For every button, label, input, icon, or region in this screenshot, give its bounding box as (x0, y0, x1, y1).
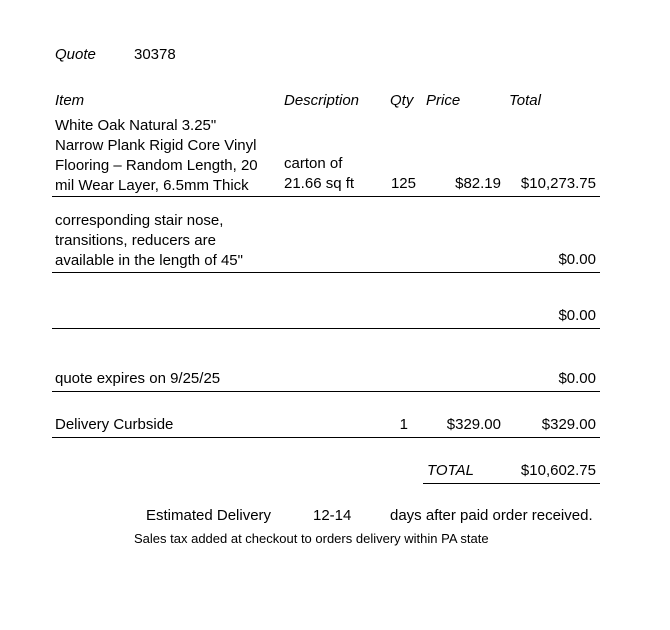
delivery-range: 12-14 (313, 507, 352, 524)
quote-label: Quote (55, 46, 96, 63)
row-4-total: $0.00 (558, 370, 596, 387)
row-2-item: corresponding stair nose, transitions, reducers are available in the length of 45" (55, 212, 243, 269)
header-total: Total (509, 92, 541, 109)
row-3-divider (52, 328, 600, 329)
row-2-divider (52, 272, 600, 273)
delivery-label: Estimated Delivery (146, 507, 272, 524)
row-5-item: Delivery Curbside (55, 416, 174, 433)
row-1-qty: 125 (390, 175, 416, 192)
row-1-description: carton of 21.66 sq ft (284, 155, 355, 192)
header-item: Item (55, 92, 85, 109)
total-value: $10,602.75 (520, 462, 596, 479)
row-5-price: $329.00 (446, 416, 501, 433)
row-1-total: $10,273.75 (520, 175, 596, 192)
header-description: Description (284, 92, 360, 109)
total-divider (423, 483, 600, 484)
row-4-item: quote expires on 9/25/25 (55, 370, 221, 387)
total-label: TOTAL (427, 462, 474, 479)
row-1-price: $82.19 (455, 175, 501, 192)
row-5-total: $329.00 (541, 416, 596, 433)
row-1-item: White Oak Natural 3.25" Narrow Plank Rigid Core Vinyl Flooring – Random Length, 20 mil Wear Layer, 6.5mm Thick (55, 117, 258, 194)
row-1-divider (52, 196, 600, 197)
row-5-divider (52, 437, 600, 438)
row-5-qty: 1 (399, 416, 408, 433)
row-3-total: $0.00 (558, 307, 596, 324)
header-qty: Qty (390, 92, 414, 109)
header-price: Price (426, 92, 461, 109)
tax-note: Sales tax added at checkout to orders delivery within PA state (134, 531, 489, 546)
delivery-suffix: days after paid order received. (390, 507, 593, 524)
row-2-total: $0.00 (558, 251, 596, 268)
row-4-divider (52, 391, 600, 392)
quote-number: 30378 (134, 46, 176, 63)
